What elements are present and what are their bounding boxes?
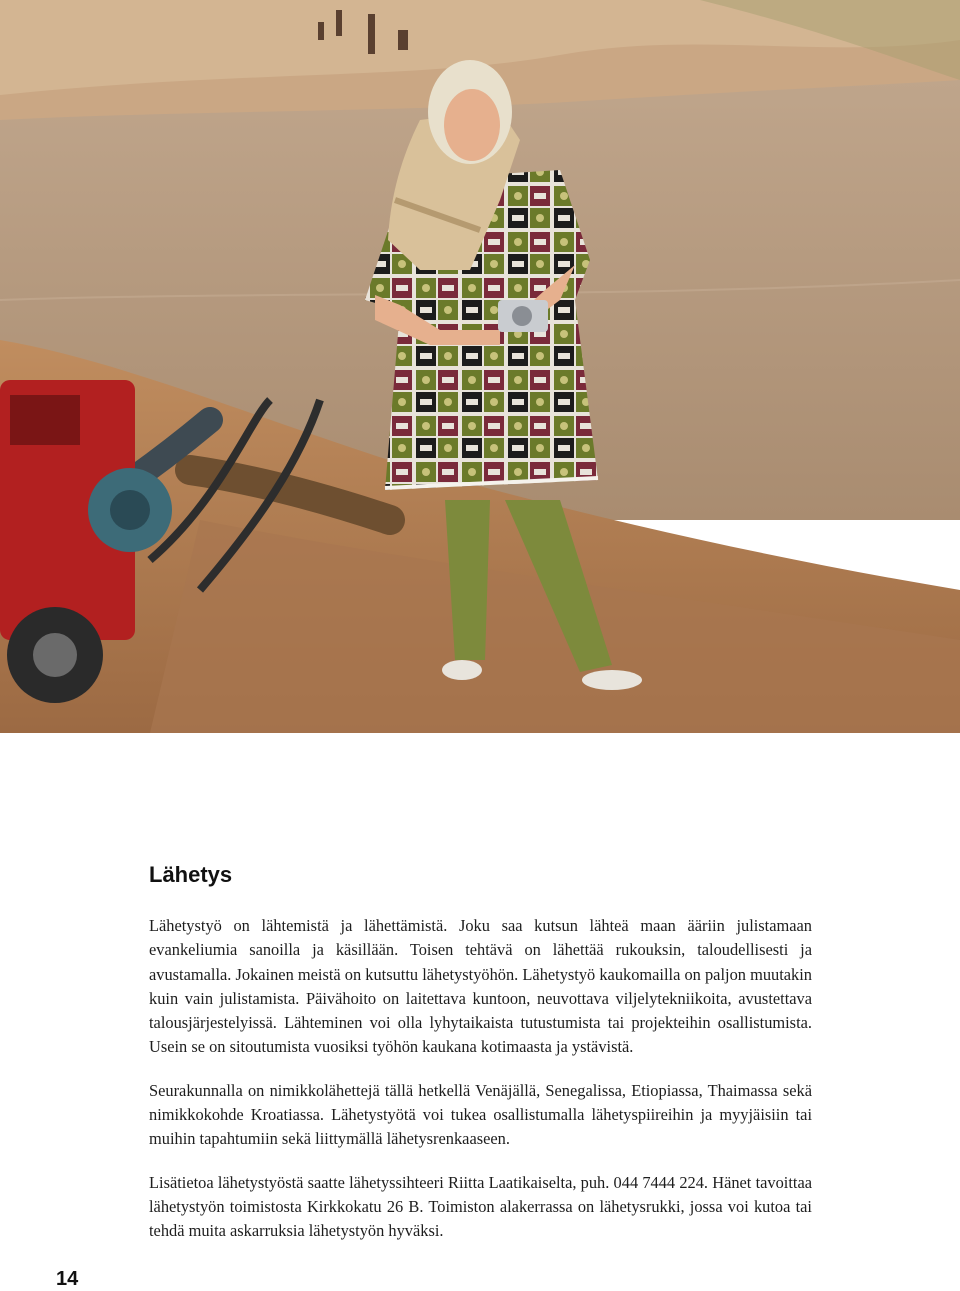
body-text: [149, 914, 812, 1263]
paragraph: Lähetystyö on lähtemistä ja lähettämistä. Joku saa kutsun lähteä maan ääriin julistamaan evankeliumia sanoilla ja käsillään. Toisen tehtävä on lähettää rukouksin, taloudellisesti ja avustamalla. Jokainen meistä on kutsuttu lähetystyöhön. Lähetystyö kaukomailla on paljon muutakin kuin vain julistamista. Päivähoito on laitettava kuntoon, neuvottava viljelytekniikoita, avustettava talousjärjestelyissä. Lähteminen voi olla lyhytaikaista tutustumista tai projekteihin osallistumista. Usein se on sitoutumista vuosiksi työhön kaukana kotimaasta ja ystävistä.: [149, 916, 812, 1057]
paragraph: Seurakunnalla on nimikkolähettejä tällä hetkellä Venäjällä, Senegalissa, Etiopiassa, Thaimassa sekä nimikkokohde Kroatiassa. Lähetystyötä voi tukea osallistumalla lähetyspiireihin ja myyjäisiin tai muihin tapahtumiin sekä liittymällä lähetysrenkaaseen.: [149, 1080, 812, 1149]
page-number: 14: [56, 1268, 79, 1290]
paragraph: Lisätietoa lähetystyöstä saatte lähetyssihteeri Riitta Laatikaiselta, puh. 044 7444 224. Hänet tavoittaa lähetystyön toimistosta Kirkkokatu 26 B. Toimiston alakerrassa on lähetysrukki, jossa voi kutoa tai tehdä muita askarruksia lähetystyön hyväksi.: [149, 1172, 812, 1241]
page-title: Lähetys: [149, 862, 233, 887]
